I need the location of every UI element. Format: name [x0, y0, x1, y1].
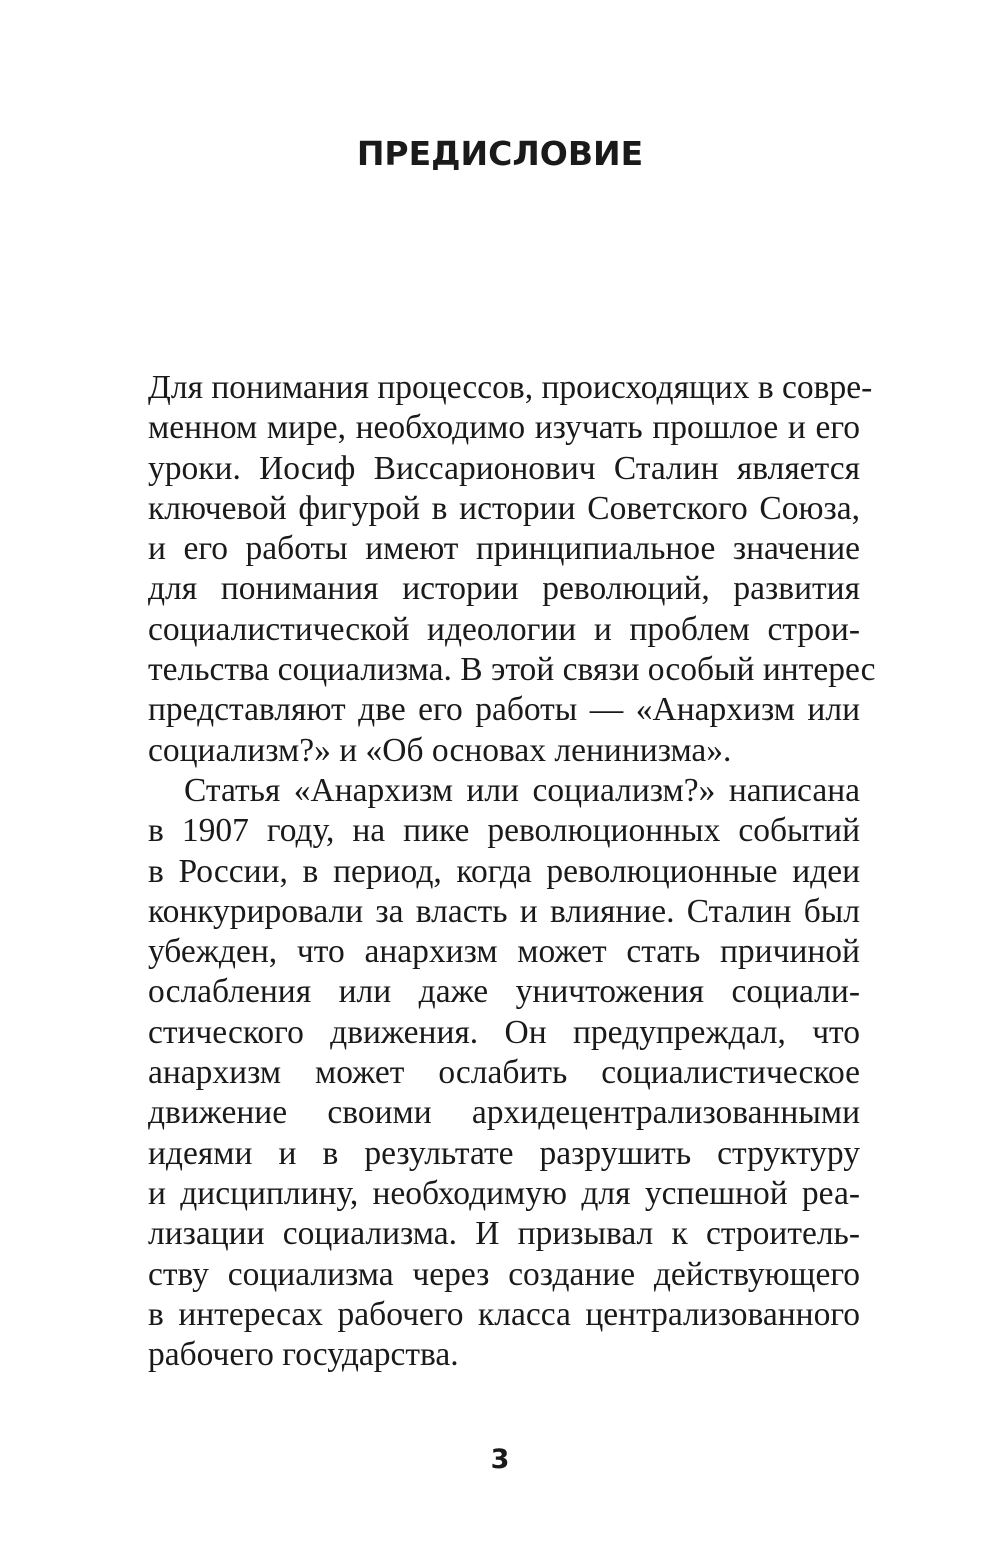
text-line: социалистической идеологии и проблем строи-	[148, 610, 860, 648]
text-line: идеями и в результате разрушить структуру	[148, 1134, 860, 1172]
text-line: в России, в период, когда революционные идеи	[148, 852, 860, 890]
text-line: для понимания истории революций, развития	[148, 570, 860, 608]
text-line: Для понимания процессов, происходящих в совре-	[148, 369, 873, 406]
text-line: менном мире, необходимо изучать прошлое и его	[148, 409, 860, 447]
page-title: ПРЕДИСЛОВИЕ	[356, 134, 644, 173]
paragraph-2	[148, 771, 860, 1375]
text-line: ключевой фигурой в истории Советского Союза,	[148, 489, 860, 527]
text-line: социализм?» и «Об основах ленинизма».	[148, 731, 732, 769]
text-line: тельства социализма. В этой связи особый интерес	[148, 651, 876, 689]
text-line: конкурировали за власть и влияние. Сталин был	[148, 892, 860, 930]
text-line: в интересах рабочего класса централизованного	[148, 1295, 860, 1333]
text-line: анархизм может ослабить социалистическое	[148, 1054, 860, 1092]
text-line: Статья «Анархизм или социализм?» написана	[184, 771, 860, 809]
text-line: ослабления или даже уничтожения социали-	[148, 973, 860, 1011]
text-line: в 1907 году, на пике революционных событий	[148, 812, 860, 850]
text-line: рабочего государства.	[148, 1336, 459, 1374]
preface-body	[148, 368, 876, 1375]
text-line: стического движения. Он предупреждал, что	[148, 1013, 860, 1051]
page-number: 3	[490, 1444, 510, 1475]
text-line: и его работы имеют принципиальное значение	[148, 530, 860, 568]
text-line: лизации социализма. И призывал к строитель-	[148, 1215, 860, 1253]
text-line: представляют две его работы — «Анархизм или	[148, 691, 860, 729]
text-line: движение своими архидецентрализованными	[148, 1094, 860, 1132]
text-line: ству социализма через создание действующего	[148, 1255, 860, 1293]
text-line: и дисциплину, необходимую для успешной реа-	[148, 1174, 860, 1212]
text-line: уроки. Иосиф Виссарионович Сталин является	[148, 449, 860, 487]
paragraph-1	[148, 368, 876, 771]
text-line: убежден, что анархизм может стать причиной	[148, 933, 860, 971]
